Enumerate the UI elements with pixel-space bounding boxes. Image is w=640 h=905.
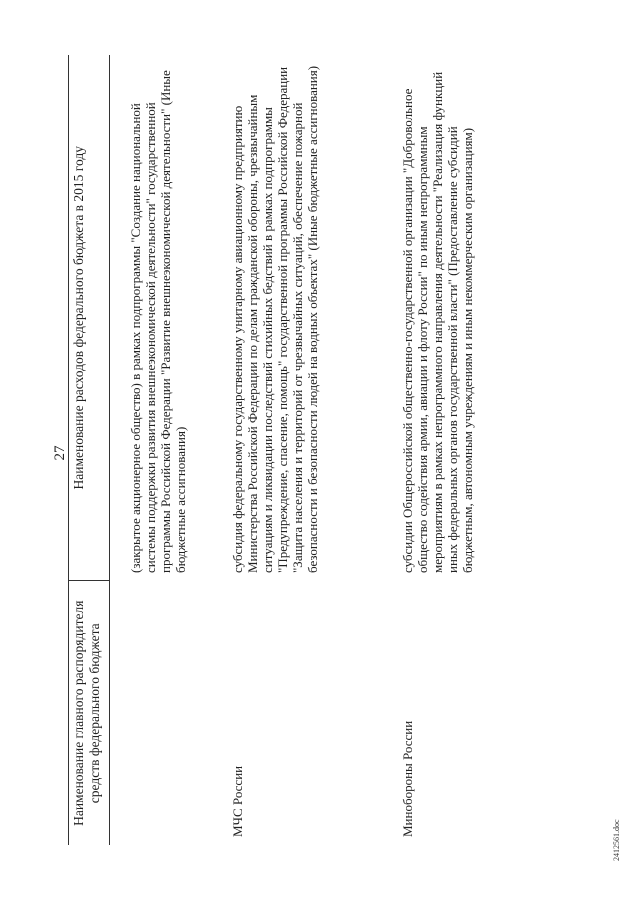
agency-cell: МЧС России [230, 765, 245, 837]
expense-cell: субсидия федеральному государственному унитарному авиационному предприятию Министерства Российской Федерации по делам гражданской обороны, чрезвычайным ситуациям и ликвидации последствий стихийных бедствий в рамках подпрограммы "Предупреждение, спасение, помощь" государственной программы Российской Федерации "Защита населения и территорий от чрезвычайных ситуаций, обеспечение пожарной безопасности и безопасности людей на водных объектах" (Иные бюджетные ассигнования) [230, 65, 320, 573]
expense-cell: субсидии Общероссийской общественно-государственной организации "Добровольное общество содействия армии, авиации и флоту России" по иным непрограммным мероприятиям в рамках непрограммного направления деятельности "Реализация функций иных федеральных органов государственной власти" (Предоставление субсидий бюджетным, автономным учреждениям и иным некоммерческим организациям) [400, 71, 475, 573]
header-expense: Наименование расходов федерального бюджета в 2015 году [69, 55, 110, 581]
table-row [218, 55, 398, 845]
expense-cell: (закрытое акционерное общество) в рамках подпрограммы "Создание национальной системы поддержки развития внешнеэкономической деятельности" государственной программы Российской Федерации "Развитие внешнеэкономической деятельности" (Иные бюджетные ассигнования) [128, 70, 188, 573]
header-agency: Наименование главного распорядителя средств федерального бюджета [69, 581, 110, 845]
page-number: 27 [52, 445, 68, 461]
table-row [110, 55, 219, 845]
table-header-row [69, 55, 110, 845]
expenses-table [68, 55, 475, 845]
agency-cell: Минобороны России [400, 720, 415, 837]
document-code: 2412561.doc [612, 819, 621, 861]
table-row [398, 55, 475, 845]
agency-cell [110, 581, 219, 845]
